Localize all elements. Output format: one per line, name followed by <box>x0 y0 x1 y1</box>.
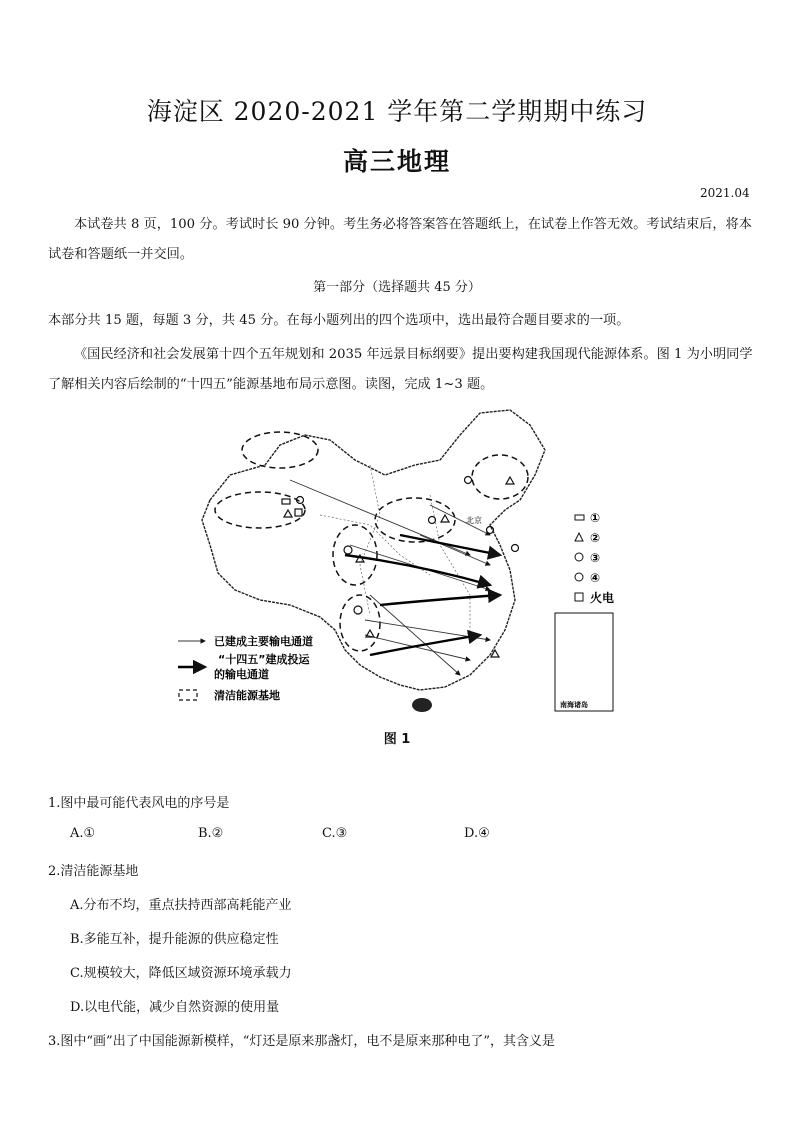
beijing-label: 北京 <box>466 516 482 525</box>
exam-subject: 高三地理 <box>342 147 451 176</box>
material-paragraph: 《国民经济和社会发展第十四个五年规划和 2035 年远景目标纲要》提出要构建我国现代能源体系。图 1 为小明同学了解相关内容后绘制的“十四五”能源基地布局示意图。读图，完成 1~3 题。 <box>48 347 753 392</box>
svg-text:已建成主要输电通道: 已建成主要输电通道 <box>214 635 313 648</box>
svg-text:②: ② <box>590 531 601 545</box>
inset-label: 南海诸岛 <box>560 700 588 709</box>
china-outline <box>202 410 545 690</box>
section-heading: 第一部分（选择题共 45 分） <box>313 280 481 295</box>
q1-option-a: A.① <box>70 826 96 841</box>
q1-option-d: D.④ <box>464 826 490 841</box>
svg-text:④: ④ <box>590 571 601 585</box>
q2-option-d: D.以电代能，减少自然资源的使用量 <box>70 1000 280 1015</box>
question-3-stem: 3.图中“画”出了中国能源新模样，“灯还是原来那盏灯，电不是原来那种电了”，其含义是 <box>48 1034 555 1049</box>
svg-text:的输电通道: 的输电通道 <box>214 668 269 681</box>
intro-paragraph: 本试卷共 8 页，100 分。考试时长 90 分钟。考生务必将答案答在答题纸上，在试卷上作答无效。考试结束后，将本试卷和答题纸一并交回。 <box>48 217 752 262</box>
question-2-stem: 2.清洁能源基地 <box>48 864 139 879</box>
exam-date: 2021.04 <box>700 186 750 200</box>
exam-title: 海淀区 2020-2021 学年第二学期期中练习 <box>146 97 648 126</box>
svg-text:①: ① <box>590 511 601 525</box>
svg-text:火电: 火电 <box>590 591 615 605</box>
q1-option-c: C.③ <box>322 826 348 841</box>
svg-text:“十四五”建成投运: “十四五”建成投运 <box>218 653 310 666</box>
question-1-stem: 1.图中最可能代表风电的序号是 <box>48 796 230 811</box>
q1-option-b: B.② <box>198 826 224 841</box>
figure-caption: 图 1 <box>383 732 411 747</box>
q2-option-b: B.多能互补，提升能源的供应稳定性 <box>70 932 279 947</box>
q2-option-c: C.规模较大，降低区域资源环境承载力 <box>70 966 292 981</box>
svg-text:③: ③ <box>590 551 601 565</box>
energy-base-map <box>170 405 620 717</box>
q2-option-a: A.分布不均，重点扶持西部高耗能产业 <box>70 898 292 913</box>
section-instruction: 本部分共 15 题，每题 3 分，共 45 分。在每小题列出的四个选项中，选出最符合题目要求的一项。 <box>48 313 630 328</box>
svg-text:清洁能源基地: 清洁能源基地 <box>214 689 280 702</box>
